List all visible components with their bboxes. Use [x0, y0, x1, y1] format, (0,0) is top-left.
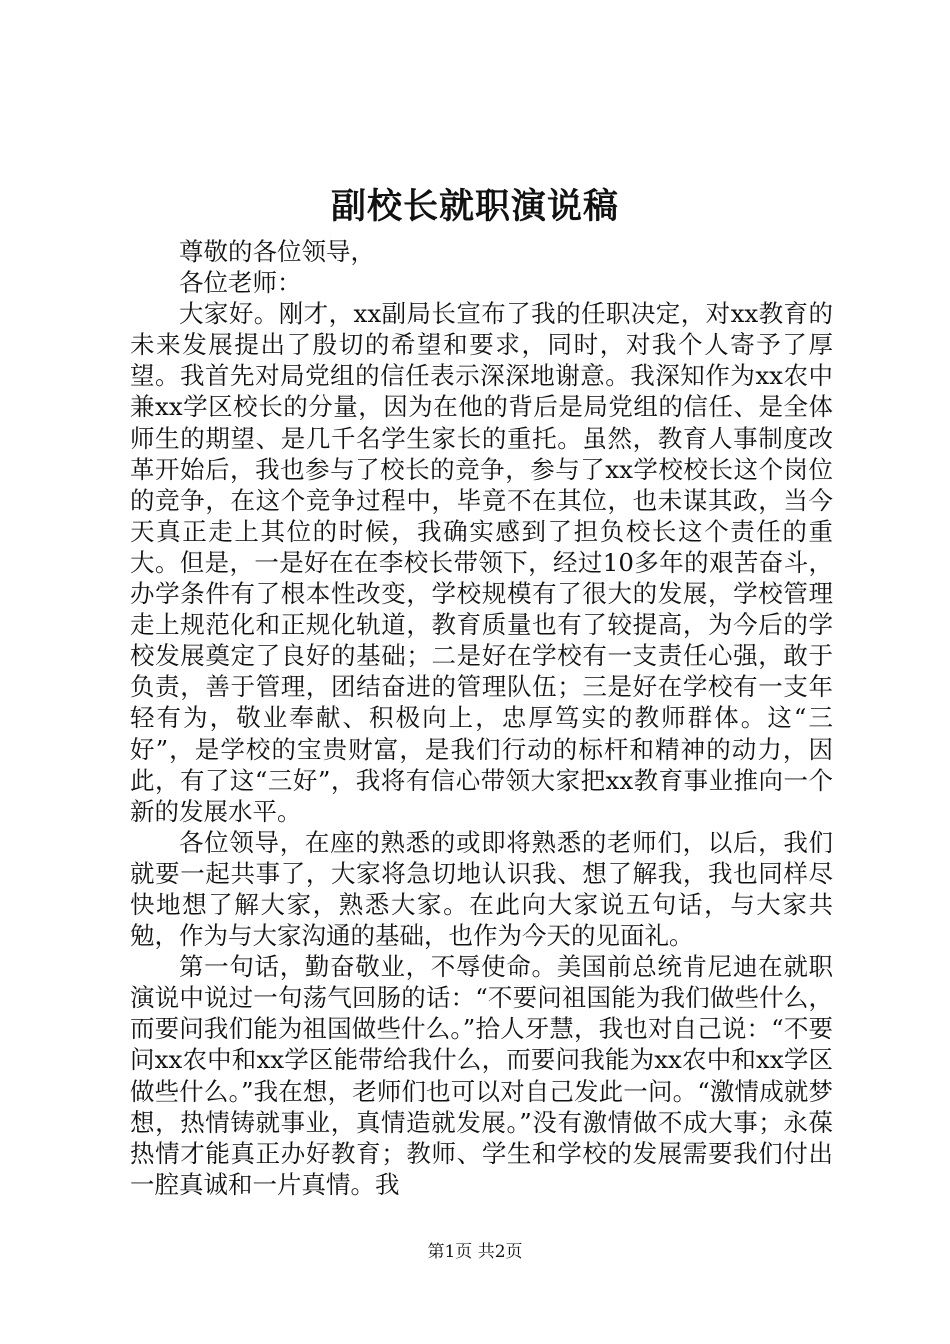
- document-title: 副校长就职演说稿: [330, 186, 619, 227]
- salutation-teachers: 各位老师：: [179, 268, 302, 298]
- body-paragraph: 大家好。刚才，xx副局长宣布了我的任职决定，对xx教育的未来发展提出了殷切的希望和要求，同时，对我个人寄予了厚望。我首先对局党组的信任表示深深地谢意。我深知作为xx农中兼xx学区校长的分量，因为在他的背后是局党组的信任、是全体师生的期望、是几千名学生家长的重托。虽然，教育人事制度改革开始后，我也参与了校长的竞争，参与了xx学校校长这个岗位的竞争，在这个竞争过程中，毕竟不在其位，也未谋其政，当今天真正走上其位的时候，我确实感到了担负校长这个责任的重大。但是，一是好在在李校长带领下，经过10多年的艰苦奋斗，办学条件有了根本性改变，学校规模有了很大的发展，学校管理走上规范化和正规化轨道，教育质量也有了较提高，为今后的学校发展奠定了良好的基础；二是好在学校有一支责任心强，敢于负责，善于管理，团结奋进的管理队伍；三是好在学校有一支年轻有为，敬业奉献、积极向上，忠厚笃实的教师群体。这“三好”，是学校的宝贵财富，是我们行动的标杆和精神的动力，因此，有了这“三好”，我将有信心带领大家把xx教育事业推向一个新的发展水平。: [130, 299, 833, 826]
- body-paragraph: 第一句话，勤奋敬业，不辱使命。美国前总统肯尼迪在就职演说中说过一句荡气回肠的话：“不要问祖国能为我们做些什么，而要问我们能为祖国做些什么。”拾人牙慧，我也对自己说：“不要问xx农中和xx学区能带给我什么，而要问我能为xx农中和xx学区做些什么。”我在想，老师们也可以对自己发此一问。“激情成就梦想，热情铸就事业，真情造就发展。”没有激情做不成大事；永葆热情才能真正办好教育；教师、学生和学校的发展需要我们付出一腔真诚和一片真情。我: [130, 952, 833, 1199]
- salutation-leaders: 尊敬的各位领导，: [179, 237, 375, 266]
- body-paragraph: 各位领导，在座的熟悉的或即将熟悉的老师们，以后，我们就要一起共事了，大家将急切地认识我、想了解我，我也同样尽快地想了解大家，熟悉大家。在此向大家说五句话，与大家共勉，作为与大家沟通的基础，也作为今天的见面礼。: [130, 827, 833, 951]
- document-body: [130, 236, 833, 1200]
- page-number-footer: 第1页 共2页: [427, 1242, 523, 1262]
